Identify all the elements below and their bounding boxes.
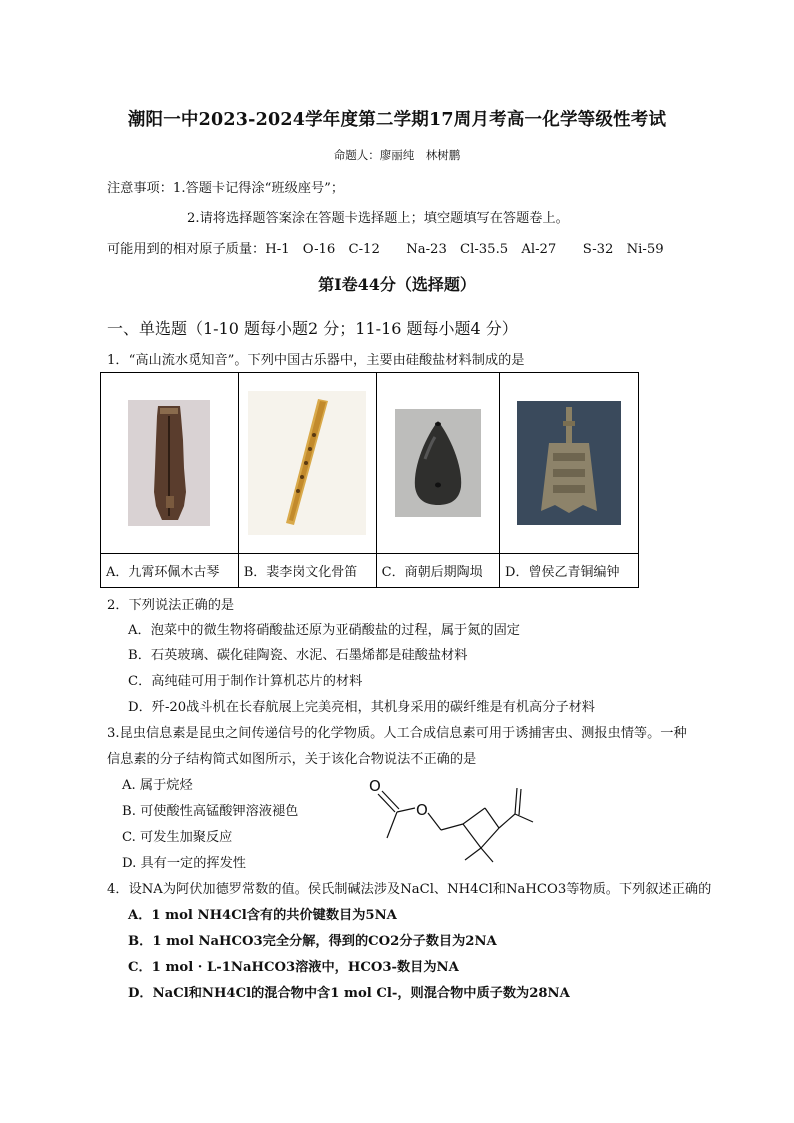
q1-image-cell-b [238, 373, 376, 554]
section-title: 第Ⅰ卷44分（选择题） [318, 275, 476, 294]
q3-option-b: B. 可使酸性高锰酸钾溶液褪色 [122, 804, 299, 819]
ester-oxygen-label: O [416, 801, 428, 819]
q2-option-d: D．歼-20战斗机在长春航展上完美亮相，其机身采用的碳纤维是有机高分子材料 [128, 700, 595, 715]
q4-option-c: C．1 mol · L-1NaHCO3溶液中，HCO3-数目为NA [128, 960, 459, 975]
q2-stem: 2．下列说法正确的是 [107, 598, 235, 613]
carbonyl-oxygen-label: O [369, 777, 381, 795]
q1-options-table [100, 372, 639, 588]
molecule-structure-diagram [365, 770, 545, 870]
bone-flute-image [248, 391, 366, 535]
exam-authors: 命题人：廖丽纯 林树鹏 [333, 148, 461, 162]
q3-stem-line-1: 3.昆虫信息素是昆虫之间传递信号的化学物质。人工合成信息素可用于诱捕害虫、测报虫情等。一种 [107, 726, 687, 741]
q3-option-d: D. 具有一定的挥发性 [122, 856, 246, 871]
clay-xun-image [395, 409, 481, 517]
q2-option-a: A．泡菜中的微生物将硝酸盐还原为亚硝酸盐的过程，属于氮的固定 [128, 623, 520, 638]
q3-option-a: A. 属于烷烃 [122, 778, 193, 793]
exam-title: 潮阳一中2023-2024学年度第二学期17周月考高一化学等级性考试 [127, 110, 667, 130]
q4-option-a: A．1 mol NH4Cl含有的共价键数目为5NA [128, 908, 397, 923]
q1-stem: 1．“高山流水觅知音”。下列中国古乐器中，主要由硅酸盐材料制成的是 [107, 353, 525, 368]
q4-option-d: D．NaCl和NH4Cl的混合物中含1 mol Cl-，则混合物中质子数为28NA [128, 986, 570, 1001]
q1-option-c: C．商朝后期陶埙 [376, 554, 499, 588]
q1-image-cell-d [500, 373, 639, 554]
q4-stem: 4．设NA为阿伏加德罗常数的值。侯氏制碱法涉及NaCl、NH4Cl和NaHCO3等物质。下列叙述正确的 [107, 882, 712, 897]
q1-image-cell-c [376, 373, 499, 554]
q1-option-b: B．裴李岗文化骨笛 [238, 554, 376, 588]
q3-option-c: C. 可发生加聚反应 [122, 830, 233, 845]
guqin-image [128, 400, 210, 526]
q4-option-b: B．1 mol NaHCO3完全分解，得到的CO2分子数目为2NA [128, 934, 497, 949]
atomic-mass-line: 可能用到的相对原子质量：H-1 O-16 C-12 Na-23 Cl-35.5 Al-27 S-32 Ni-59 [107, 242, 664, 257]
notes-line-2: 2.请将选择题答案涂在答题卡选择题上；填空题填写在答题卷上。 [187, 211, 569, 226]
q2-option-c: C．高纯硅可用于制作计算机芯片的材料 [128, 674, 363, 689]
notes-line-1: 注意事项：1.答题卡记得涂“班级座号”； [107, 181, 345, 196]
q1-option-a: A．九霄环佩木古琴 [101, 554, 239, 588]
part-title: 一、单选题（1-10 题每小题2 分；11-16 题每小题4 分） [107, 319, 518, 338]
bronze-bell-image [517, 401, 621, 525]
q2-option-b: B．石英玻璃、碳化硅陶瓷、水泥、石墨烯都是硅酸盐材料 [128, 648, 468, 663]
q3-stem-line-2: 信息素的分子结构简式如图所示，关于该化合物说法不正确的是 [107, 752, 477, 767]
q1-image-cell-a [101, 373, 239, 554]
q1-option-d: D．曾侯乙青铜编钟 [500, 554, 639, 588]
